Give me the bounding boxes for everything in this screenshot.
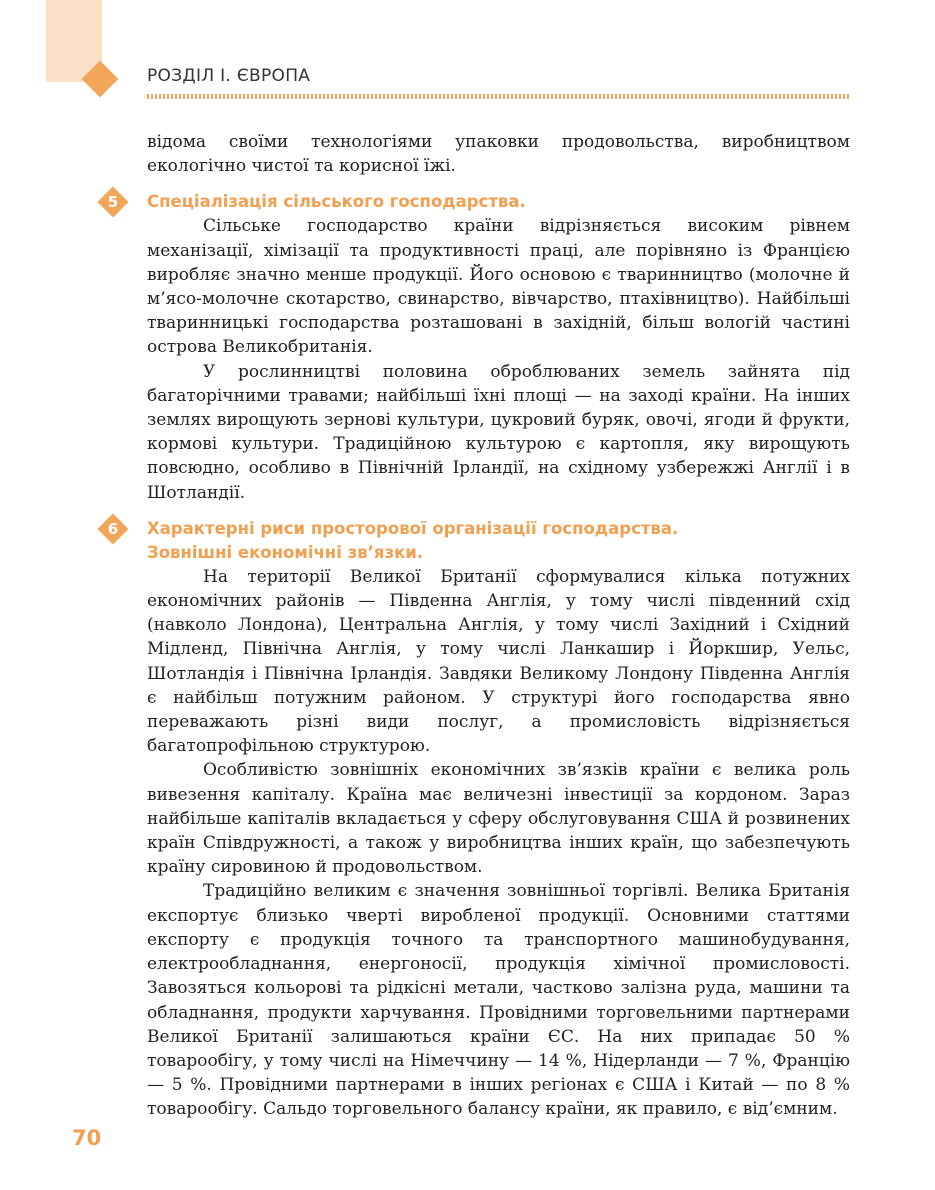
section-5-paragraph: У рослинництві половина оброблюваних земель зайнята під багаторічними травами; найбільші їхні площі — на заході країни. На інших землях вирощують зернові культури, цукровий буряк, овочі, ягоди й фрукти, кормові культури. Традиційною культурою є картопля, яку вирощують повсюдно, особливо в Північній Ірландії, на східному узбережжі Англії і в Шотландії. [147, 361, 850, 503]
section-6-title-line-2: Зовнішні економічні зв’язки. [147, 542, 424, 562]
page-content [107, 130, 850, 1122]
chapter-header-title: РОЗДІЛ І. ЄВРОПА [147, 66, 311, 86]
section-6-paragraph: Особливістю зовнішніх економічних зв’язків країни є велика роль вивезення капіталу. Країна має величезні інвестиції за кордоном. Зараз найбільше капіталів вкладається у сферу обслуговування США й розвинених країн Співдружності, а також у виробництва інших країн, що забезпечують країну сировиною й продовольством. [147, 760, 850, 878]
page-number: 70 [72, 1126, 102, 1150]
section-6-number: 6 [107, 519, 119, 538]
section-5-title: Спеціалізація сільського господарства. [147, 192, 526, 212]
section-5-heading [90, 190, 850, 214]
section-6-paragraph: Традиційно великим є значення зовнішньої торгівлі. Велика Британія експортує близько чверті виробленої продукції. Основними статтями експорту є продукція точного та транспортного машинобудування, електрообладнання, енергоносії, продукція хімічної промисловості. Завозяться кольорові та рідкісні метали, частково залізна руда, машини та обладнання, продукти харчування. Провідними торговельними партнерами Великої Британії залишаються країни ЄС. На них припадає 50 % товарообігу, у тому числі на Німеччину — 14 %, Нідерланди — 7 %, Францію — 5 %. Провідними партнерами в інших регіонах є США і Китай — по 8 % товарообігу. Сальдо торговельного балансу країни, як правило, є від’ємним. [147, 881, 850, 1120]
section-5-number: 5 [107, 193, 119, 212]
intro-paragraph: відома своїми технологіями упаковки продовольства, виробництвом екологічно чистої та корисної їжі. [147, 132, 850, 177]
header-dotted-rule [147, 94, 850, 99]
section-6-heading [90, 517, 850, 565]
section-6-title-line-1: Характерні риси просторової організації господарства. [147, 518, 679, 538]
section-6-paragraph: На території Великої Британії сформувалися кілька потужних економічних районів — Південна Англія, у тому числі південний схід (навколо Лондона), Центральна Англія, у тому числі Західний і Східний Мідленд, Північна Англія, у тому числі Ланкашир і Йоркшир, Уельс, Шотландія і Північна Ірландія. Завдяки Великому Лондону Південна Англія є найбільш потужним районом. У структурі його господарства явно переважають різні види послуг, а промисловість відрізняється багатопрофільною структурою. [147, 566, 850, 757]
section-5-paragraph: Сільське господарство країни відрізняється високим рівнем механізації, хімізації та продуктивності праці, але порівняно із Францією виробляє значно менше продукції. Його основою є тваринництво (молочне й м’ясо-молочне скотарство, свинарство, вівчарство, птахівництво). Найбільші тваринницькі господарства розташовані в західній, більш вологій частині острова Великобританія. [147, 216, 850, 358]
